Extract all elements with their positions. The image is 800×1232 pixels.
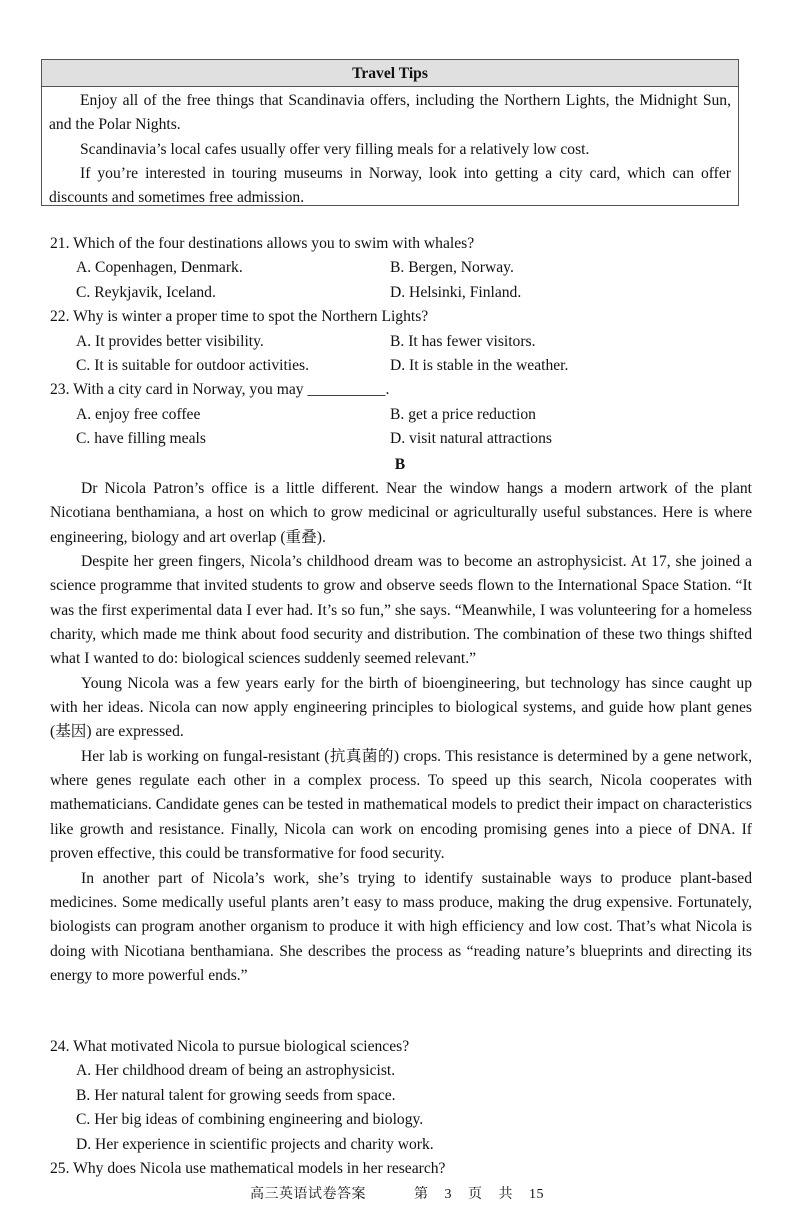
travel-tip-paragraph: If you’re interested in touring museums in Norway, look into getting a city card, which can offer discounts and sometimes free admission. [49, 164, 731, 207]
option-row [50, 403, 750, 427]
page-footer [0, 1183, 800, 1203]
option-row [50, 256, 750, 280]
option-d: D. Helsinki, Finland. [390, 283, 522, 301]
question-24 [50, 1035, 750, 1157]
footer-total-pages: 15 [529, 1187, 544, 1202]
question-21 [50, 232, 750, 305]
question-stem: 24. What motivated Nicola to pursue biological sciences? [50, 1038, 410, 1055]
option-row [50, 354, 750, 378]
footer-total-prefix: 共 [498, 1187, 513, 1202]
option-b: B. Her natural talent for growing seeds from space. [76, 1086, 396, 1104]
option-a: A. It provides better visibility. [76, 332, 264, 350]
travel-tips-title: Travel Tips [42, 60, 738, 87]
passage-b [50, 477, 752, 988]
section-b-heading: B [394, 456, 406, 473]
passage-paragraph: Her lab is working on fungal-resistant (抗真菌的) crops. This resistance is determined by a gene network, where genes regulate each other in a complex process. To speed up this search, Nicola cooperates with mathematicians. Candidate genes can be tested in mathematical models to predict their impact on characteristics like growth and resistance. Finally, Nicola can work on encoding promising genes into a piece of DNA. If proven effective, this could be transformative for food security. [50, 747, 752, 863]
option-row [50, 427, 750, 451]
question-stem: 22. Why is winter a proper time to spot the Northern Lights? [50, 308, 429, 326]
option-b: B. It has fewer visitors. [390, 332, 536, 350]
option-row [50, 281, 750, 305]
question-stem: 23. With a city card in Norway, you may __________. [50, 381, 390, 399]
passage-paragraph: In another part of Nicola’s work, she’s trying to identify sustainable ways to produce plant-based medicines. Some medically useful plants aren’t easy to mass produce, making the drug expensive. Fortunately, biologists can program another organism to produce it with high efficiency and low cost. That’s what Nicola is doing with Nicotiana benthamiana. She describes the process as “reading nature’s blueprints and directing its energy to more powerful ends.” [50, 869, 752, 984]
question-23 [50, 378, 750, 451]
option-b: B. Bergen, Norway. [390, 259, 514, 277]
travel-tip-paragraph: Enjoy all of the free things that Scandinavia offers, including the Northern Lights, the Midnight Sun, and the Polar Nights. [49, 92, 731, 134]
questions-section-a [50, 232, 750, 452]
option-d: D. It is stable in the weather. [390, 356, 569, 374]
footer-title: 高三英语试卷答案 [250, 1187, 366, 1202]
question-stem: 25. Why does Nicola use mathematical models in her research? [50, 1159, 446, 1177]
question-stem: 21. Which of the four destinations allows you to swim with whales? [50, 235, 475, 252]
passage-paragraph: Despite her green fingers, Nicola’s childhood dream was to become an astrophysicist. At 17, she joined a science programme that invited students to grow and observe seeds flown to the International Space Station. “It was the first experimental data I ever had. It’s so fun,” she says. “Meanwhile, I was volunteering for a homeless charity, which made me think about food security and distribution. The combination of these two things shifted what I wanted to do: biological sciences suddenly seemed relevant.” [50, 553, 752, 668]
questions-section-b [50, 1035, 750, 1181]
footer-page-prefix: 第 [414, 1187, 429, 1202]
footer-page-number: 3 [444, 1187, 452, 1202]
option-d: D. visit natural attractions [390, 430, 552, 448]
question-25 [50, 1157, 750, 1181]
passage-paragraph: Dr Nicola Patron’s office is a little different. Near the window hangs a modern artwork of the plant Nicotiana benthamiana, a host on which to grow medicinal or agriculturally useful substances. Here is where engineering, biology and art overlap (重叠). [50, 480, 752, 546]
question-22 [50, 305, 750, 378]
option-a: A. Copenhagen, Denmark. [76, 259, 243, 277]
travel-tips-body [42, 87, 738, 210]
option-d: D. Her experience in scientific projects and charity work. [76, 1135, 434, 1153]
travel-tips-box [41, 59, 739, 206]
travel-tip-paragraph: Scandinavia’s local cafes usually offer very filling meals for a relatively low cost. [80, 140, 590, 158]
passage-paragraph: Young Nicola was a few years early for the birth of bioengineering, but technology has since caught up with her ideas. Nicola can now apply engineering principles to biological systems, and guide how plant genes (基因) are expressed. [50, 674, 752, 741]
option-a: A. enjoy free coffee [76, 405, 201, 423]
option-c: C. have filling meals [76, 430, 206, 448]
option-b: B. get a price reduction [390, 405, 536, 423]
option-c: C. Reykjavik, Iceland. [76, 283, 216, 301]
option-a: A. Her childhood dream of being an astrophysicist. [76, 1062, 396, 1080]
option-c: C. Her big ideas of combining engineering and biology. [76, 1111, 424, 1129]
footer-page-word: 页 [468, 1187, 483, 1202]
option-row [50, 330, 750, 354]
option-c: C. It is suitable for outdoor activities. [76, 356, 310, 374]
